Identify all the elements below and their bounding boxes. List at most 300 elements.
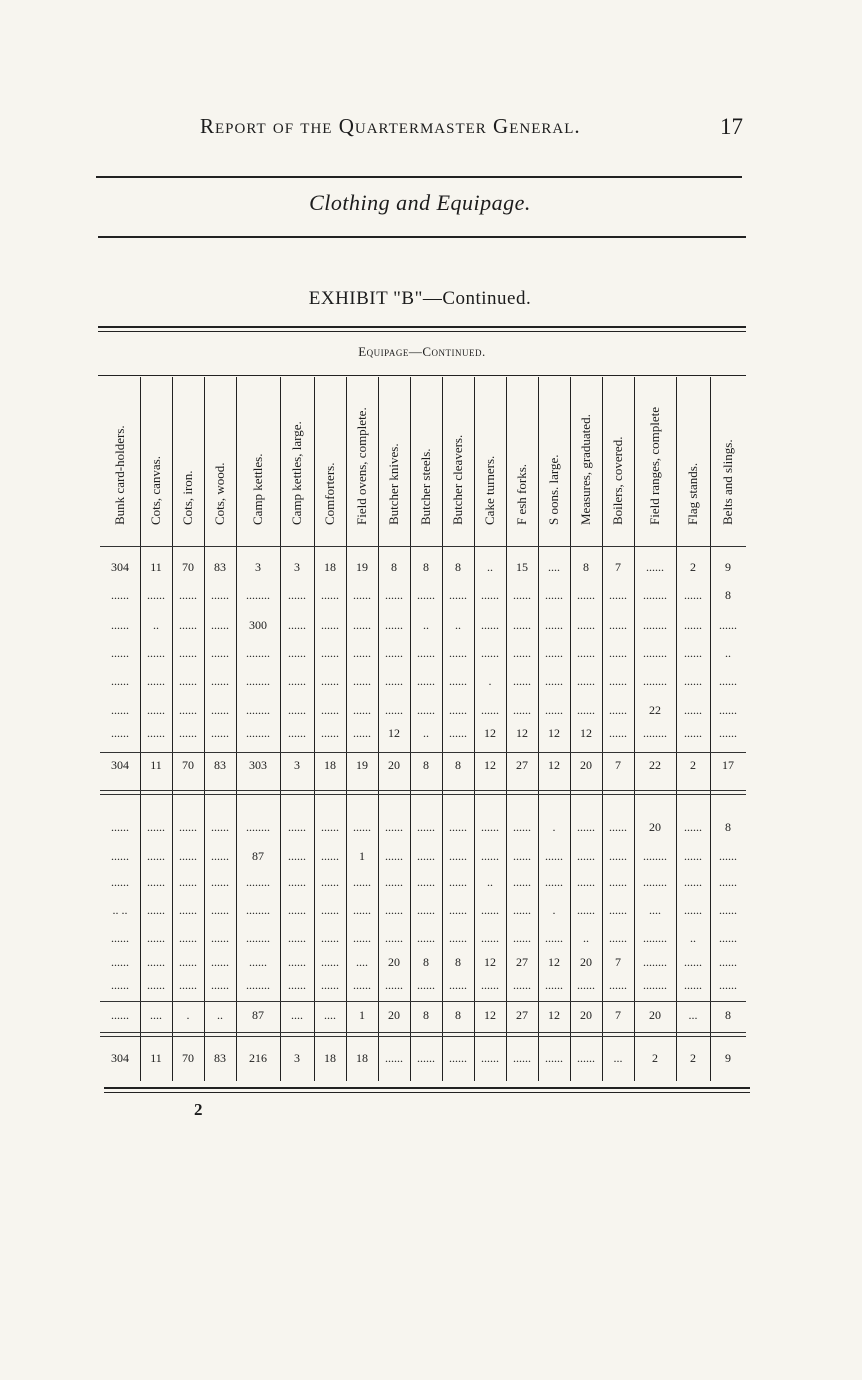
table-cell: ... <box>688 1008 698 1022</box>
table-cell: 70 <box>182 758 194 772</box>
table-cell: ...... <box>385 875 403 889</box>
column-header-label: Comforters. <box>322 462 337 525</box>
table-cell: ...... <box>111 955 129 969</box>
column-header-label: Cots, iron. <box>180 470 195 525</box>
table-cell: 2 <box>652 1051 658 1065</box>
table-cell: 3 <box>294 758 300 772</box>
table-cell: ...... <box>179 849 197 863</box>
table-cell: ...... <box>417 1051 435 1065</box>
table-cell: 8 <box>391 560 397 574</box>
table-cell: ...... <box>577 978 595 992</box>
table-cell: ...... <box>211 588 229 602</box>
table-cell: 8 <box>423 955 429 969</box>
table-cell: ...... <box>288 978 306 992</box>
table-cell: ........ <box>643 931 667 945</box>
table-cell: ...... <box>719 726 737 740</box>
table-cell: ...... <box>211 903 229 917</box>
table-cell: 11 <box>150 758 162 772</box>
table-cell: ...... <box>417 931 435 945</box>
table-cell: ...... <box>481 978 499 992</box>
table-cell: .. <box>423 726 429 740</box>
table-cell: ...... <box>577 588 595 602</box>
table-cell: ...... <box>321 849 339 863</box>
table-cell: ...... <box>609 726 627 740</box>
table-cell: ........ <box>246 931 270 945</box>
table-cell: ...... <box>147 674 165 688</box>
table-cell: ........ <box>246 978 270 992</box>
table-cell: .. <box>690 931 696 945</box>
table-cell: ...... <box>719 875 737 889</box>
table-cell: 12 <box>548 758 560 772</box>
table-cell: ...... <box>353 931 371 945</box>
table-cell: ...... <box>211 674 229 688</box>
table-cell: 3 <box>294 560 300 574</box>
table-cell: ...... <box>684 646 702 660</box>
table-cell: 8 <box>455 1008 461 1022</box>
table-cell: ...... <box>321 646 339 660</box>
table-cell: 304 <box>111 758 129 772</box>
section-title: Clothing and Equipage. <box>309 190 531 215</box>
table-cell: ........ <box>643 618 667 632</box>
table-cell: .. <box>487 875 493 889</box>
column-header-label: Belts and slings. <box>720 439 735 525</box>
table-cell: ...... <box>321 978 339 992</box>
table-cell: ...... <box>513 1051 531 1065</box>
table-cell: 304 <box>111 1051 129 1065</box>
table-cell: 8 <box>725 1008 731 1022</box>
table-cell: ...... <box>719 674 737 688</box>
table-cell: ...... <box>646 560 664 574</box>
table-cell: ...... <box>321 726 339 740</box>
table-cell: 20 <box>580 955 592 969</box>
table-cell: ........ <box>643 726 667 740</box>
table-cell: ...... <box>179 955 197 969</box>
table-cell: ...... <box>481 618 499 632</box>
column-header-label: Boilers, covered. <box>610 436 625 525</box>
table-cell: 20 <box>580 1008 592 1022</box>
column-header <box>172 377 204 545</box>
table-cell: 22 <box>649 758 661 772</box>
table-cell: 303 <box>249 758 267 772</box>
column-header <box>140 377 172 545</box>
table-cell: 12 <box>388 726 400 740</box>
table-cell: 18 <box>324 758 336 772</box>
table-cell: ...... <box>385 588 403 602</box>
column-header-label: Camp kettles, large. <box>289 421 304 525</box>
table-cell: 8 <box>455 758 461 772</box>
table-cell: .. <box>455 618 461 632</box>
table-cell: ...... <box>449 703 467 717</box>
table-cell: ...... <box>211 820 229 834</box>
column-header <box>634 377 676 545</box>
table-cell: 20 <box>649 820 661 834</box>
table-cell: ...... <box>449 588 467 602</box>
table-cell: ...... <box>288 703 306 717</box>
table-bottom-rule-2 <box>104 1092 750 1093</box>
table-cell: ...... <box>545 1051 563 1065</box>
table-cell: 3 <box>294 1051 300 1065</box>
table-cell: ...... <box>147 978 165 992</box>
table-cell: ...... <box>577 674 595 688</box>
table-cell: ...... <box>417 875 435 889</box>
table-cell: ...... <box>321 820 339 834</box>
table-cell: 20 <box>388 955 400 969</box>
table-cell: ...... <box>288 820 306 834</box>
table-bottom-rule-1 <box>104 1087 750 1089</box>
table-cell: ...... <box>321 875 339 889</box>
table-cell: 20 <box>580 758 592 772</box>
table-cell: 2 <box>690 758 696 772</box>
table-cell: ...... <box>179 820 197 834</box>
table-cell: ...... <box>288 674 306 688</box>
column-header <box>314 377 346 545</box>
table-cell: ...... <box>111 674 129 688</box>
column-header <box>570 377 602 545</box>
table-cell: ...... <box>449 1051 467 1065</box>
table-cell: ...... <box>684 703 702 717</box>
table-cell: ...... <box>449 820 467 834</box>
table-cell: ...... <box>417 646 435 660</box>
column-header <box>676 377 710 545</box>
table-cell: ...... <box>513 703 531 717</box>
table-cell: .. <box>153 618 159 632</box>
table-cell: 300 <box>249 618 267 632</box>
table-cell: ...... <box>481 588 499 602</box>
table-cell: ...... <box>577 875 595 889</box>
table-cell: ...... <box>609 849 627 863</box>
table-cell: 2 <box>690 560 696 574</box>
table-cell: ...... <box>513 646 531 660</box>
table-cell: ...... <box>513 849 531 863</box>
column-header-label: Butcher knives. <box>386 443 401 525</box>
table-cell: 3 <box>255 560 261 574</box>
table-cell: 8 <box>725 820 731 834</box>
table-cell: ...... <box>179 875 197 889</box>
table-cell: ...... <box>288 875 306 889</box>
table-cell: ...... <box>147 588 165 602</box>
table-cell: ...... <box>211 955 229 969</box>
column-header <box>346 377 378 545</box>
table-cell: .... <box>150 1008 162 1022</box>
table-cell: 12 <box>548 726 560 740</box>
running-title: Report of the Quartermaster General. <box>200 114 581 138</box>
table-cell: ...... <box>417 903 435 917</box>
table-cell: ...... <box>719 903 737 917</box>
table-cell: ...... <box>449 903 467 917</box>
table-cell: ...... <box>609 931 627 945</box>
table-cell: ...... <box>111 618 129 632</box>
table-cell: ...... <box>111 726 129 740</box>
table-cell: ...... <box>719 955 737 969</box>
table-cell: ...... <box>684 903 702 917</box>
table-cell: ...... <box>111 820 129 834</box>
table-cell: ...... <box>288 955 306 969</box>
table-cell: ...... <box>609 674 627 688</box>
subtotal-rule <box>100 1036 746 1037</box>
table-cell: ........ <box>643 875 667 889</box>
table-cell: 12 <box>484 758 496 772</box>
table-cell: ........ <box>246 875 270 889</box>
table-cell: 18 <box>324 560 336 574</box>
table-cell: .... <box>548 560 560 574</box>
table-cell: ...... <box>211 726 229 740</box>
table-cell: ...... <box>609 820 627 834</box>
table-cell: ...... <box>449 726 467 740</box>
signature-mark: 2 <box>194 1100 203 1119</box>
table-cell: ...... <box>288 903 306 917</box>
table-cell: ........ <box>246 646 270 660</box>
column-header-label: Bunk card-holders. <box>112 425 127 525</box>
column-header-label: Measures, graduated. <box>578 414 593 525</box>
table-cell: ...... <box>417 820 435 834</box>
column-header <box>538 377 570 545</box>
table-cell: 1 <box>359 849 365 863</box>
table-cell: 83 <box>214 1051 226 1065</box>
table-cell: ...... <box>684 726 702 740</box>
table-cell: ...... <box>481 903 499 917</box>
column-header-label: Butcher steels. <box>418 448 433 525</box>
table-cell: 20 <box>388 758 400 772</box>
table-cell: ...... <box>684 849 702 863</box>
table-cell: ...... <box>111 703 129 717</box>
table-cell: ...... <box>147 646 165 660</box>
table-cell: ...... <box>147 955 165 969</box>
table-cell: ...... <box>719 849 737 863</box>
table-cell: ........ <box>643 588 667 602</box>
table-cell: ...... <box>321 903 339 917</box>
table-cell: ...... <box>321 618 339 632</box>
column-header <box>204 377 236 545</box>
column-header-label: Camp kettles. <box>250 453 265 525</box>
table-cell: 12 <box>516 726 528 740</box>
column-header-label: Field ovens, complete. <box>354 407 369 525</box>
table-cell: 83 <box>214 560 226 574</box>
column-header-label: Flag stands. <box>685 462 700 525</box>
table-cell: .... <box>356 955 368 969</box>
column-header <box>100 377 140 545</box>
table-cell: ...... <box>609 646 627 660</box>
table-cell: 83 <box>214 758 226 772</box>
column-header-label: Cots, wood. <box>212 462 227 525</box>
table-cell: 19 <box>356 758 368 772</box>
table-cell: ........ <box>643 646 667 660</box>
table-cell: ...... <box>513 588 531 602</box>
table-cell: ...... <box>353 618 371 632</box>
table-cell: 12 <box>484 726 496 740</box>
column-header-label: Butcher cleavers. <box>450 434 465 525</box>
table-cell: ...... <box>684 955 702 969</box>
table-cell: ...... <box>513 618 531 632</box>
table-cell: 12 <box>580 726 592 740</box>
table-cell: ...... <box>288 931 306 945</box>
table-cell: ...... <box>577 703 595 717</box>
table-cell: 15 <box>516 560 528 574</box>
table-cell: 7 <box>615 560 621 574</box>
table-cell: ...... <box>577 646 595 660</box>
column-header-label: Cake turners. <box>482 455 497 525</box>
table-cell: ........ <box>246 703 270 717</box>
table-cell: ...... <box>111 646 129 660</box>
table-cell: ...... <box>684 875 702 889</box>
table-cell: ...... <box>684 820 702 834</box>
table-cell: 87 <box>252 1008 264 1022</box>
table-cell: 304 <box>111 560 129 574</box>
table-cell: ...... <box>147 903 165 917</box>
table-cell: ...... <box>385 674 403 688</box>
table-cell: ...... <box>719 978 737 992</box>
column-header-label: S oons. large. <box>546 454 561 525</box>
table-cell: ...... <box>111 1008 129 1022</box>
table-cell: ...... <box>211 618 229 632</box>
table-cell: ...... <box>353 820 371 834</box>
table-cell: 2 <box>690 1051 696 1065</box>
table-cell: ...... <box>609 588 627 602</box>
table-cell: ...... <box>147 875 165 889</box>
table-cell: ...... <box>179 646 197 660</box>
table-cell: ...... <box>481 820 499 834</box>
table-cell: ...... <box>321 931 339 945</box>
table-cell: 8 <box>423 758 429 772</box>
table-cell: 12 <box>484 955 496 969</box>
table-cell: ...... <box>321 955 339 969</box>
table-caption: Equipage—Continued. <box>358 344 486 359</box>
table-cell: ...... <box>147 931 165 945</box>
header-rule <box>100 546 746 547</box>
table-cell: . <box>552 820 556 834</box>
table-cell: ...... <box>609 903 627 917</box>
table-cell: ...... <box>147 849 165 863</box>
table-cell: 18 <box>356 1051 368 1065</box>
table-cell: ...... <box>211 646 229 660</box>
table-cell: ...... <box>577 618 595 632</box>
table-cell: ........ <box>246 674 270 688</box>
table-cell: ...... <box>545 646 563 660</box>
table-cell: ...... <box>288 618 306 632</box>
table-cell: ...... <box>353 646 371 660</box>
table-cell: ...... <box>577 1051 595 1065</box>
table-cell: 17 <box>722 758 734 772</box>
table-cell: ........ <box>246 820 270 834</box>
table-cell: .. <box>583 931 589 945</box>
table-cell: 12 <box>484 1008 496 1022</box>
table-cell: ...... <box>449 875 467 889</box>
table-cell: 8 <box>455 560 461 574</box>
table-cell: ...... <box>211 931 229 945</box>
table-cell: ...... <box>179 726 197 740</box>
table-cell: ...... <box>288 849 306 863</box>
table-cell: ........ <box>643 849 667 863</box>
subtotal-rule <box>100 794 746 795</box>
table-cell: ...... <box>111 931 129 945</box>
table-cell: ...... <box>513 931 531 945</box>
table-cell: 11 <box>150 1051 162 1065</box>
table-cell: ...... <box>719 931 737 945</box>
table-cell: ...... <box>179 978 197 992</box>
exhibit-title: EXHIBIT "B"—Continued. <box>308 288 532 309</box>
table-cell: 22 <box>649 703 661 717</box>
table-cell: ...... <box>385 646 403 660</box>
table-cell: ...... <box>545 849 563 863</box>
subtotal-rule <box>100 1001 746 1002</box>
table-cell: ........ <box>643 955 667 969</box>
table-cell: . <box>552 903 556 917</box>
table-cell: ...... <box>513 978 531 992</box>
table-cell: ...... <box>719 618 737 632</box>
table-cell: ...... <box>385 1051 403 1065</box>
table-cell: 7 <box>615 955 621 969</box>
table-cell: ...... <box>577 903 595 917</box>
table-cell: ...... <box>353 588 371 602</box>
table-cell: 8 <box>725 588 731 602</box>
table-cell: ...... <box>353 703 371 717</box>
column-header <box>442 377 474 545</box>
table-cell: ...... <box>385 618 403 632</box>
table-cell: ...... <box>288 726 306 740</box>
table-cell: ........ <box>643 978 667 992</box>
table-cell: 87 <box>252 849 264 863</box>
table-cell: ...... <box>609 703 627 717</box>
table-cell: ...... <box>353 674 371 688</box>
table-cell: 9 <box>725 560 731 574</box>
table-cell: 216 <box>249 1051 267 1065</box>
table-cell: ...... <box>385 978 403 992</box>
table-cell: ...... <box>545 978 563 992</box>
table-cell: ........ <box>246 726 270 740</box>
table-cell: 27 <box>516 758 528 772</box>
table-cell: ...... <box>211 703 229 717</box>
table-cell: 1 <box>359 1008 365 1022</box>
column-header <box>378 377 410 545</box>
table-cell: ...... <box>449 674 467 688</box>
table-cell: ...... <box>577 849 595 863</box>
table-cell: ...... <box>481 646 499 660</box>
table-cell: ...... <box>147 820 165 834</box>
table-cell: 8 <box>455 955 461 969</box>
table-cell: ...... <box>385 849 403 863</box>
column-header-label: Cots, canvas. <box>148 456 163 525</box>
table-cell: ...... <box>513 903 531 917</box>
table-cell: ...... <box>545 588 563 602</box>
table-cell: ...... <box>545 674 563 688</box>
table-cell: ...... <box>609 978 627 992</box>
table-cell: ...... <box>249 955 267 969</box>
table-cell: ...... <box>513 820 531 834</box>
column-header <box>236 377 280 545</box>
table-cell: 11 <box>150 560 162 574</box>
table-cell: ...... <box>545 703 563 717</box>
table-cell: .... <box>324 1008 336 1022</box>
table-cell: ...... <box>684 618 702 632</box>
table-cell: ...... <box>385 820 403 834</box>
table-cell: .... <box>649 903 661 917</box>
table-cell: ...... <box>179 674 197 688</box>
table-cell: 70 <box>182 1051 194 1065</box>
table-cell: ...... <box>719 703 737 717</box>
table-cell: ...... <box>179 588 197 602</box>
column-header <box>410 377 442 545</box>
table-cell: 20 <box>649 1008 661 1022</box>
table-cell: ...... <box>684 674 702 688</box>
table-cell: 20 <box>388 1008 400 1022</box>
column-header-label: F esh forks. <box>514 463 529 525</box>
table-cell: ...... <box>211 849 229 863</box>
table-cell: .. <box>725 646 731 660</box>
table-cell: 12 <box>548 955 560 969</box>
table-cell: .. <box>217 1008 223 1022</box>
table-cell: 9 <box>725 1051 731 1065</box>
table-cell: 27 <box>516 1008 528 1022</box>
table-cell: ...... <box>111 849 129 863</box>
